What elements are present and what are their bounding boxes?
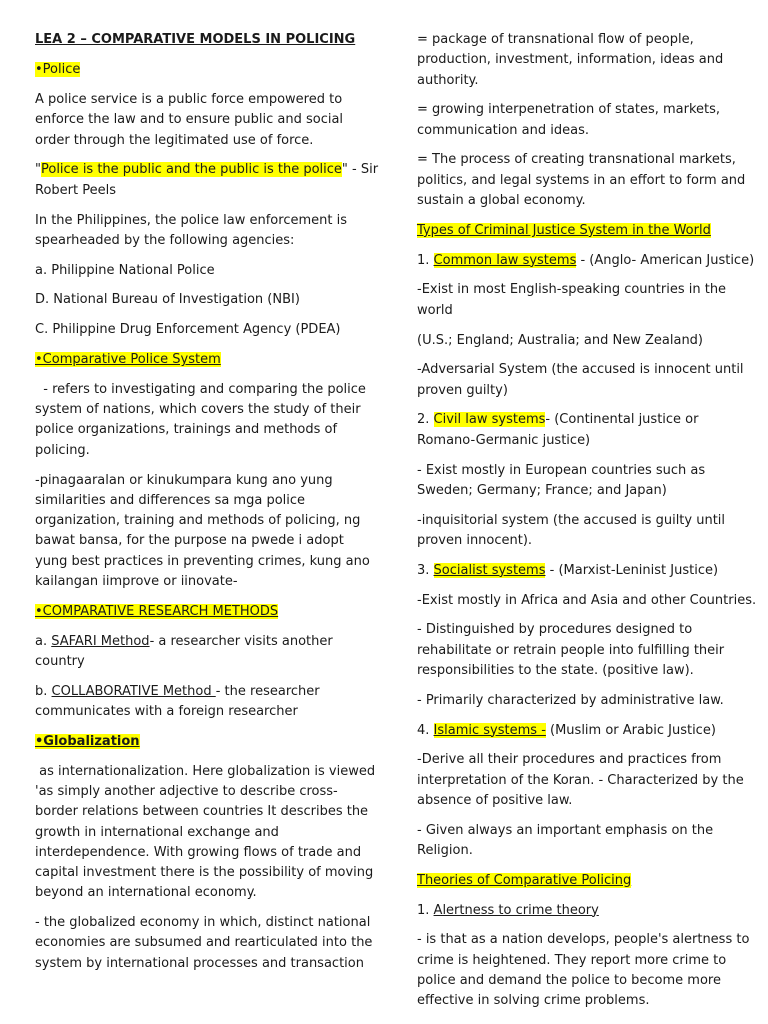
police-heading-para	[35, 60, 380, 80]
theories-heading-para	[417, 871, 757, 891]
glob-process: = The process of creating transnational markets, politics, and legal systems in an effort to form and sustain a global economy.	[417, 152, 746, 209]
islamic-item	[417, 721, 757, 741]
agency-nbi: D. National Bureau of Investigation (NBI)	[35, 292, 300, 308]
glob-definition: as internationalization. Here globalization is viewed 'as simply another adjective to describe cross-border relations between countries It describes the growth in international exchange and interdependence. With growing flows of trade and capital investment there is the possibility of moving beyond an international economy.	[35, 763, 380, 901]
soc-description: - (Marxist-Leninist Justice)	[545, 562, 719, 578]
soc-exist: -Exist mostly in Africa and Asia and other Countries.	[417, 592, 757, 608]
types-heading: Types of Criminal Justice System in the World	[417, 222, 711, 238]
collab-term: COLLABORATIVE Method	[51, 683, 216, 699]
soc-distinguished: - Distinguished by procedures designed to rehabilitate or retrain people into fulfilling their responsibilities to the state. (positive law).	[417, 622, 725, 678]
civ-description: - (Continental justice or Romano-Germanic justice)	[417, 412, 699, 448]
cl-term: Common law systems	[433, 252, 577, 268]
right-column	[417, 30, 757, 1021]
civil-law-item	[417, 410, 757, 451]
civ-inquisitorial: -inquisitorial system (the accused is guilty until proven innocent).	[417, 512, 726, 548]
isl-description: (Muslim or Arabic Justice)	[545, 722, 716, 738]
civ-exist: - Exist mostly in European countries such as Sweden; Germany; France; and Japan)	[417, 462, 706, 498]
socialist-item	[417, 561, 757, 581]
peel-quote	[35, 160, 380, 201]
cl-description: - (Anglo- American Justice)	[576, 252, 755, 268]
glob-heading: •Globalization	[35, 733, 140, 749]
isl-derive: -Derive all their procedures and practices from interpretation of the Koran. - Characterized by the absence of positive law.	[417, 752, 744, 808]
cps-heading-para	[35, 350, 380, 370]
safari-description: - a researcher visits another country	[35, 633, 333, 669]
left-column	[35, 30, 380, 984]
safari-prefix: a.	[35, 633, 52, 649]
alert-definition: - is that as a nation develops, people's alertness to crime is heightened. They report more crime to police and demand the police to become more effective in solving crime problems.	[417, 932, 750, 1009]
glob-economy: - the globalized economy in which, distinct national economies are subsumed and rearticulated into the system by international processes and transaction	[35, 915, 373, 971]
cps-definition: - refers to investigating and comparing the police system of nations, which covers the study of their police organizations, trainings and methods of policing.	[35, 381, 371, 458]
cl-adversarial: -Adversarial System (the accused is innocent until proven guilty)	[417, 362, 744, 398]
crm-heading-para	[35, 602, 380, 622]
soc-number: 3.	[417, 562, 434, 578]
crm-heading: •COMPARATIVE RESEARCH METHODS	[35, 603, 279, 619]
safari-method	[35, 632, 380, 673]
theories-heading: Theories of Comparative Policing	[417, 872, 632, 888]
civ-term: Civil law systems	[433, 412, 546, 428]
collab-prefix: b.	[35, 683, 52, 699]
quote-attribution: " - Sir Robert Peels	[35, 162, 379, 198]
quote-text: Police is the public and the public is the police	[40, 162, 342, 178]
isl-number: 4.	[417, 722, 434, 738]
police-heading: •Police	[35, 62, 81, 78]
types-heading-para	[417, 221, 757, 241]
cl-number: 1.	[417, 252, 434, 268]
cps-tagalog-note: -pinagaaralan or kinukumpara kung ano yung similarities and differences sa mga police organization, training and methods of policing, ng bawat bansa, for the purpose na pwede i adopt yung best practices in preventing crimes, kung ano kailangan iimprove or iinovate-	[35, 472, 370, 590]
police-definition: A police service is a public force empowered to enforce the law and to ensure public and social order through the legitimated use of force.	[35, 92, 344, 148]
agency-pdea: C. Philippine Drug Enforcement Agency (PDEA)	[35, 322, 341, 338]
glob-package: = package of transnational flow of people, production, investment, information, ideas and authority.	[417, 32, 724, 88]
civ-number: 2.	[417, 412, 434, 428]
quote-open: "	[35, 162, 41, 178]
isl-given: - Given always an important emphasis on the Religion.	[417, 822, 714, 858]
cps-heading: •Comparative Police System	[35, 352, 221, 368]
soc-term: Socialist systems	[433, 562, 546, 578]
collab-description: - the researcher communicates with a foreign researcher	[35, 683, 320, 720]
collaborative-method	[35, 682, 380, 723]
philippines-intro: In the Philippines, the police law enforcement is spearheaded by the following agencies:	[35, 212, 347, 248]
alert-term: Alertness to crime theory	[433, 902, 599, 918]
glob-interpenetration: = growing interpenetration of states, markets, communication and ideas.	[417, 102, 721, 138]
document-title: LEA 2 – COMPARATIVE MODELS IN POLICING	[35, 32, 356, 47]
soc-administrative: - Primarily characterized by administrative law.	[417, 692, 724, 708]
glob-heading-para	[35, 732, 380, 752]
alertness-item	[417, 901, 757, 921]
safari-term: SAFARI Method	[51, 633, 150, 649]
agency-pnp: a. Philippine National Police	[35, 262, 215, 278]
alert-number: 1.	[417, 902, 434, 918]
isl-term: Islamic systems -	[433, 722, 546, 738]
cl-countries: (U.S.; England; Australia; and New Zealand)	[417, 332, 704, 348]
common-law-item	[417, 251, 757, 271]
cl-exist: -Exist in most English-speaking countries in the world	[417, 282, 727, 318]
